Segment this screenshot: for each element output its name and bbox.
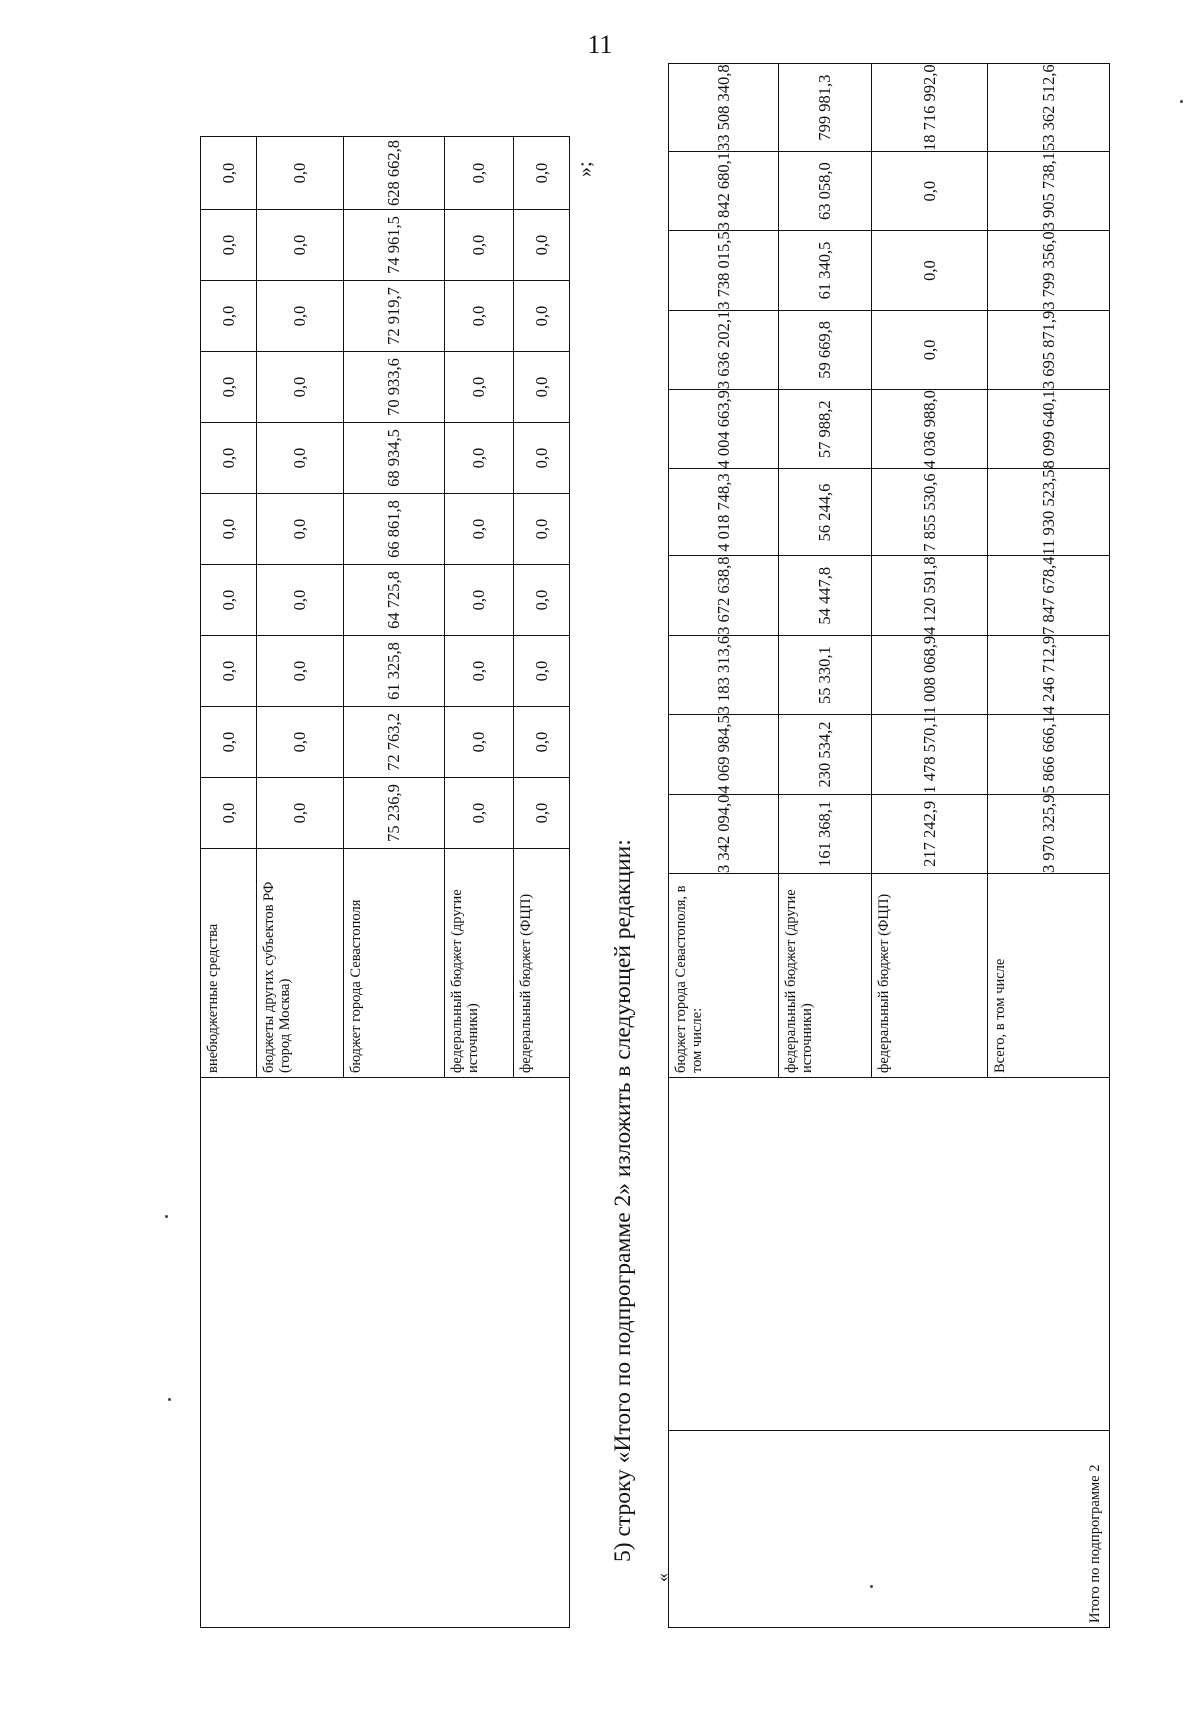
value-cell: 799 981,3 (779, 64, 872, 152)
value-cell: 0,0 (201, 423, 257, 494)
value-cell: 33 508 340,8 (669, 64, 779, 152)
value-cell: 0,0 (445, 778, 514, 849)
row-label: федеральный бюджет (другие источники) (779, 874, 872, 1078)
value-cell: 0,0 (201, 494, 257, 565)
value-cell: 3 738 015,5 (669, 231, 779, 310)
value-cell: 0,0 (514, 778, 570, 849)
value-cell: 0,0 (514, 137, 570, 210)
value-cell: 68 934,5 (344, 423, 445, 494)
value-cell: 0,0 (445, 494, 514, 565)
value-cell: 3 695 871,9 (988, 310, 1110, 389)
table-row (669, 64, 779, 1628)
value-cell: 0,0 (257, 423, 344, 494)
row-label: внебюджетные средства (201, 849, 257, 1078)
value-cell: 0,0 (257, 778, 344, 849)
value-cell: 0,0 (201, 778, 257, 849)
value-cell: 3 842 680,1 (669, 151, 779, 230)
row-label: федеральный бюджет (другие источники) (445, 849, 514, 1078)
value-cell: 0,0 (514, 636, 570, 707)
value-cell: 8 099 640,1 (988, 390, 1110, 469)
value-cell: 0,0 (445, 281, 514, 352)
value-cell: 0,0 (257, 565, 344, 636)
value-cell: 0,0 (257, 352, 344, 423)
value-cell: 3 672 638,8 (669, 556, 779, 635)
value-cell: 57 988,2 (779, 390, 872, 469)
value-cell: 0,0 (201, 352, 257, 423)
value-cell: 3 905 738,1 (988, 151, 1110, 230)
value-cell: 56 244,6 (779, 469, 872, 556)
value-cell: 0,0 (445, 707, 514, 778)
value-cell: 0,0 (514, 707, 570, 778)
value-cell: 61 340,5 (779, 231, 872, 310)
value-cell: 0,0 (257, 210, 344, 281)
value-cell: 230 534,2 (779, 715, 872, 794)
value-cell: 0,0 (257, 137, 344, 210)
value-cell: 0,0 (201, 565, 257, 636)
value-cell: 628 662,8 (344, 137, 445, 210)
value-cell: 4 018 748,3 (669, 469, 779, 556)
subprogram-total-table (668, 63, 1110, 1628)
row-label: бюджет города Севастополя, в том числе: (669, 874, 779, 1078)
scan-speck (165, 1215, 168, 1218)
top-budget-table (200, 136, 570, 1628)
value-cell: 0,0 (445, 210, 514, 281)
value-cell: 0,0 (201, 707, 257, 778)
value-cell: 0,0 (257, 636, 344, 707)
value-cell: 66 861,8 (344, 494, 445, 565)
value-cell: 0,0 (872, 151, 988, 230)
value-cell: 75 236,9 (344, 778, 445, 849)
row-label: бюджеты других субъектов РФ (город Москва) (257, 849, 344, 1078)
row-label: Всего, в том числе (988, 874, 1110, 1078)
page-number: 11 (587, 30, 613, 59)
value-cell: 63 058,0 (779, 151, 872, 230)
value-cell: 0,0 (514, 494, 570, 565)
value-cell: 3 183 313,6 (669, 635, 779, 714)
value-cell: 0,0 (514, 352, 570, 423)
value-cell: 0,0 (445, 352, 514, 423)
empty-cell (201, 1078, 570, 1628)
value-cell: 72 919,7 (344, 281, 445, 352)
value-cell: 161 368,1 (779, 794, 872, 873)
value-cell: 61 325,8 (344, 636, 445, 707)
value-cell: 7 847 678,4 (988, 556, 1110, 635)
value-cell: 0,0 (257, 494, 344, 565)
scan-speck (1180, 100, 1183, 103)
value-cell: 217 242,9 (872, 794, 988, 873)
row-label: бюджет города Севастополя (344, 849, 445, 1078)
value-cell: 4 246 712,9 (988, 635, 1110, 714)
scan-speck (870, 1585, 873, 1588)
closing-marker: »; (574, 161, 596, 177)
value-cell: 5 866 666,1 (988, 715, 1110, 794)
value-cell: 0,0 (201, 281, 257, 352)
value-cell: 72 763,2 (344, 707, 445, 778)
value-cell: 0,0 (514, 423, 570, 494)
value-cell: 0,0 (257, 281, 344, 352)
opening-quote: « (652, 1573, 672, 1582)
value-cell: 3 970 325,9 (988, 794, 1110, 873)
scan-speck (168, 1398, 171, 1401)
value-cell: 1 008 068,9 (872, 635, 988, 714)
value-cell: 0,0 (201, 210, 257, 281)
value-cell: 74 961,5 (344, 210, 445, 281)
value-cell: 11 930 523,5 (988, 469, 1110, 556)
row-label: федеральный бюджет (ФЦП) (514, 849, 570, 1078)
value-cell: 4 069 984,5 (669, 715, 779, 794)
value-cell: 18 716 992,0 (872, 64, 988, 152)
value-cell: 4 036 988,0 (872, 390, 988, 469)
value-cell: 3 636 202,1 (669, 310, 779, 389)
value-cell: 0,0 (445, 636, 514, 707)
row-label: федеральный бюджет (ФЦП) (872, 874, 988, 1078)
value-cell: 64 725,8 (344, 565, 445, 636)
value-cell: 0,0 (872, 231, 988, 310)
value-cell: 59 669,8 (779, 310, 872, 389)
subprogram-title: Итого по подпрограмме 2 (669, 1431, 1110, 1628)
value-cell: 0,0 (445, 423, 514, 494)
table-row (201, 137, 257, 1628)
value-cell: 0,0 (514, 210, 570, 281)
value-cell: 0,0 (514, 281, 570, 352)
value-cell: 53 362 512,6 (988, 64, 1110, 152)
value-cell: 0,0 (257, 707, 344, 778)
instruction-text: 5) строку «Итого по подпрограмме 2» изложить в следующей редакции: (610, 839, 636, 1562)
value-cell: 0,0 (872, 310, 988, 389)
empty-cell (669, 1078, 1110, 1431)
value-cell: 55 330,1 (779, 635, 872, 714)
value-cell: 4 004 663,9 (669, 390, 779, 469)
value-cell: 0,0 (201, 636, 257, 707)
value-cell: 0,0 (445, 137, 514, 210)
value-cell: 3 799 356,0 (988, 231, 1110, 310)
value-cell: 0,0 (445, 565, 514, 636)
value-cell: 0,0 (201, 137, 257, 210)
value-cell: 7 855 530,6 (872, 469, 988, 556)
value-cell: 1 478 570,1 (872, 715, 988, 794)
value-cell: 0,0 (514, 565, 570, 636)
value-cell: 70 933,6 (344, 352, 445, 423)
value-cell: 3 342 094,0 (669, 794, 779, 873)
value-cell: 4 120 591,8 (872, 556, 988, 635)
value-cell: 54 447,8 (779, 556, 872, 635)
